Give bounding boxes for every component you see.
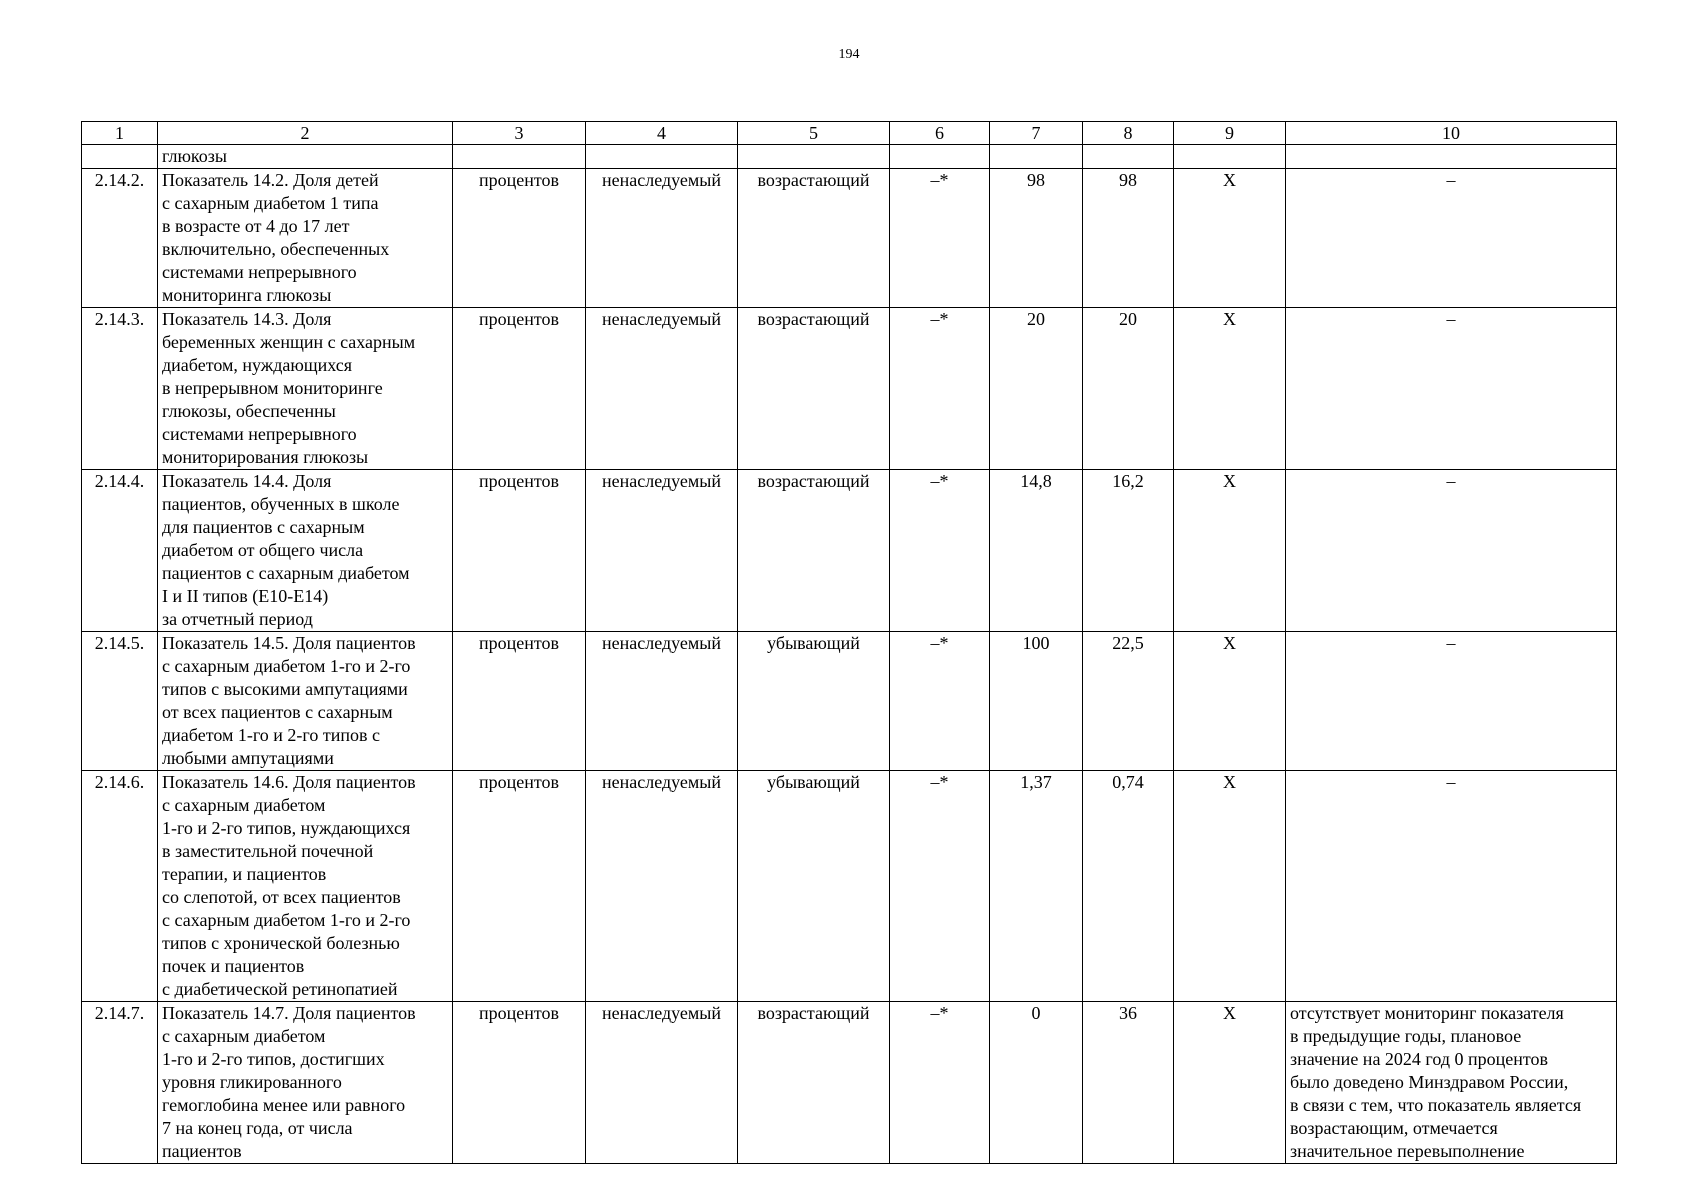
- column-number-row: [82, 122, 1617, 145]
- type-cell: ненаследуемый: [586, 308, 738, 470]
- empty-cell: [453, 145, 586, 169]
- comment-cell: –: [1286, 169, 1617, 308]
- direction-cell: возрастающий: [738, 169, 890, 308]
- column-header: 6: [890, 122, 990, 145]
- empty-cell: [990, 145, 1083, 169]
- type-cell: ненаследуемый: [586, 771, 738, 1002]
- direction-cell: возрастающий: [738, 1002, 890, 1164]
- row-number: 2.14.2.: [82, 169, 158, 308]
- unit-cell: процентов: [453, 1002, 586, 1164]
- row-number: 2.14.7.: [82, 1002, 158, 1164]
- continuation-row: [82, 145, 1617, 169]
- table-row: [82, 169, 1617, 308]
- direction-cell: убывающий: [738, 632, 890, 771]
- indicator-name: Показатель 14.5. Доля пациентов с сахарным диабетом 1-го и 2-го типов с высокими ампутациями от всех пациентов с сахарным диабетом 1-го и 2-го типов с любыми ампутациями: [158, 632, 453, 771]
- indicator-name: Показатель 14.2. Доля детей с сахарным диабетом 1 типа в возрасте от 4 до 17 лет включительно, обеспеченных системами непрерывного мониторинга глюкозы: [158, 169, 453, 308]
- value-cell-7: 20: [990, 308, 1083, 470]
- table-row: [82, 1002, 1617, 1164]
- value-cell-7: 98: [990, 169, 1083, 308]
- value-cell-8: 22,5: [1083, 632, 1174, 771]
- table-row: [82, 632, 1617, 771]
- column-header: 3: [453, 122, 586, 145]
- value-cell-7: 0: [990, 1002, 1083, 1164]
- empty-cell: [890, 145, 990, 169]
- value-cell-8: 20: [1083, 308, 1174, 470]
- unit-cell: процентов: [453, 632, 586, 771]
- direction-cell: убывающий: [738, 771, 890, 1002]
- empty-cell: [82, 145, 158, 169]
- column-header: 4: [586, 122, 738, 145]
- unit-cell: процентов: [453, 308, 586, 470]
- row-number: 2.14.6.: [82, 771, 158, 1002]
- value-cell-9: Х: [1174, 169, 1286, 308]
- indicator-name: Показатель 14.3. Доля беременных женщин с сахарным диабетом, нуждающихся в непрерывном мониторинге глюкозы, обеспеченны системами непрерывного мониторирования глюкозы: [158, 308, 453, 470]
- unit-cell: процентов: [453, 169, 586, 308]
- unit-cell: процентов: [453, 470, 586, 632]
- value-cell-7: 14,8: [990, 470, 1083, 632]
- indicators-table: [81, 121, 1617, 1164]
- row-number: 2.14.3.: [82, 308, 158, 470]
- empty-cell: [586, 145, 738, 169]
- empty-cell: [1174, 145, 1286, 169]
- type-cell: ненаследуемый: [586, 470, 738, 632]
- comment-cell: отсутствует мониторинг показателя в предыдущие годы, плановое значение на 2024 год 0 процентов было доведено Минздравом России, в связи с тем, что показатель является возрастающим, отмечается значительное перевыполнение: [1286, 1002, 1617, 1164]
- type-cell: ненаследуемый: [586, 632, 738, 771]
- indicator-name: Показатель 14.6. Доля пациентов с сахарным диабетом 1-го и 2-го типов, нуждающихся в заместительной почечной терапии, и пациентов со слепотой, от всех пациентов с сахарным диабетом 1-го и 2-го типов с хронической болезнью почек и пациентов с диабетической ретинопатией: [158, 771, 453, 1002]
- table-row: [82, 470, 1617, 632]
- unit-cell: процентов: [453, 771, 586, 1002]
- page-number: 194: [838, 47, 860, 62]
- row-number: 2.14.4.: [82, 470, 158, 632]
- column-header: 10: [1286, 122, 1617, 145]
- value-cell-8: 36: [1083, 1002, 1174, 1164]
- value-cell-6: –*: [890, 1002, 990, 1164]
- table-row: [82, 308, 1617, 470]
- row-number: 2.14.5.: [82, 632, 158, 771]
- value-cell-6: –*: [890, 771, 990, 1002]
- value-cell-8: 0,74: [1083, 771, 1174, 1002]
- column-header: 2: [158, 122, 453, 145]
- column-header: 7: [990, 122, 1083, 145]
- value-cell-6: –*: [890, 169, 990, 308]
- empty-cell: [1286, 145, 1617, 169]
- value-cell-8: 16,2: [1083, 470, 1174, 632]
- type-cell: ненаследуемый: [586, 1002, 738, 1164]
- indicator-name: Показатель 14.7. Доля пациентов с сахарным диабетом 1-го и 2-го типов, достигших уровня гликированного гемоглобина менее или равного 7 на конец года, от числа пациентов: [158, 1002, 453, 1164]
- value-cell-6: –*: [890, 470, 990, 632]
- type-cell: ненаследуемый: [586, 169, 738, 308]
- value-cell-7: 1,37: [990, 771, 1083, 1002]
- column-header: 9: [1174, 122, 1286, 145]
- indicator-name-continuation: глюкозы: [158, 145, 453, 169]
- empty-cell: [1083, 145, 1174, 169]
- direction-cell: возрастающий: [738, 470, 890, 632]
- column-header: 1: [82, 122, 158, 145]
- value-cell-9: Х: [1174, 771, 1286, 1002]
- value-cell-7: 100: [990, 632, 1083, 771]
- comment-cell: –: [1286, 470, 1617, 632]
- value-cell-9: Х: [1174, 632, 1286, 771]
- indicator-name: Показатель 14.4. Доля пациентов, обученных в школе для пациентов с сахарным диабетом от общего числа пациентов с сахарным диабетом I и II типов (E10-E14) за отчетный период: [158, 470, 453, 632]
- empty-cell: [738, 145, 890, 169]
- column-header: 5: [738, 122, 890, 145]
- value-cell-9: Х: [1174, 470, 1286, 632]
- table-row: [82, 771, 1617, 1002]
- value-cell-6: –*: [890, 632, 990, 771]
- comment-cell: –: [1286, 308, 1617, 470]
- value-cell-9: Х: [1174, 1002, 1286, 1164]
- direction-cell: возрастающий: [738, 308, 890, 470]
- column-header: 8: [1083, 122, 1174, 145]
- value-cell-9: Х: [1174, 308, 1286, 470]
- comment-cell: –: [1286, 632, 1617, 771]
- value-cell-6: –*: [890, 308, 990, 470]
- comment-cell: –: [1286, 771, 1617, 1002]
- value-cell-8: 98: [1083, 169, 1174, 308]
